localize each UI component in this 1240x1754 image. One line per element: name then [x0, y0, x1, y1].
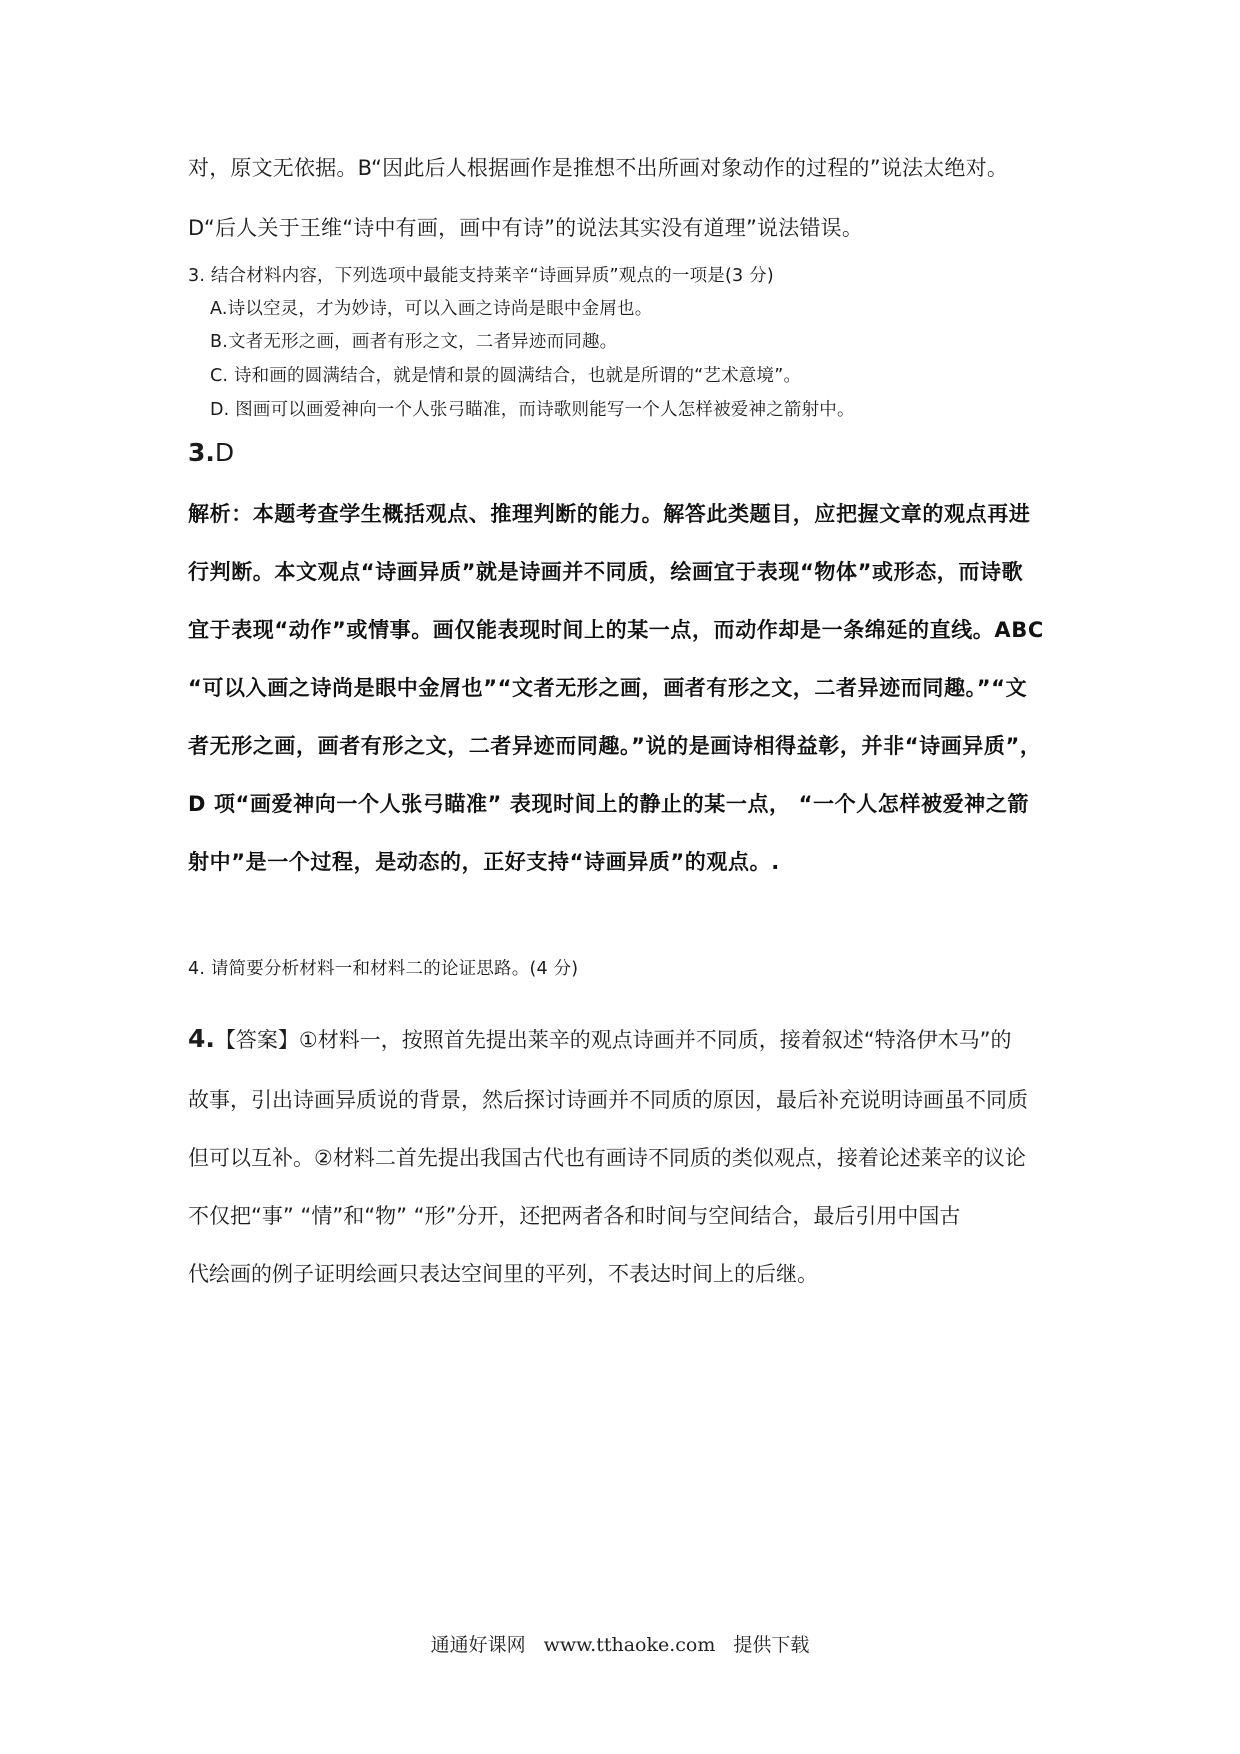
analysis-line-7: 射中”是一个过程，是动态的，正好支持“诗画异质”的观点。. — [188, 850, 780, 874]
prev-answer-line-2: D“后人关于王维“诗中有画，画中有诗”的说法其实没有道理”说法错误。 — [188, 216, 864, 240]
answer-3-number: 3. — [188, 438, 215, 467]
question-3-option-a: A.诗以空灵，才为妙诗，可以入画之诗尚是眼中金屑也。 — [210, 299, 653, 319]
question-3-option-b: B.文者无形之画，画者有形之文，二者异迹而同趣。 — [210, 332, 618, 352]
answer-4-number: 4. — [188, 1024, 215, 1053]
analysis-line-1: 解析：本题考查学生概括观点、推理判断的能力。解答此类题目，应把握文章的观点再进 — [188, 502, 1031, 526]
answer-4-first-text: 【答案】①材料一，按照首先提出莱辛的观点诗画并不同质，接着叙述“特洛伊木马”的 — [214, 1028, 1012, 1052]
prev-answer-line-1: 对，原文无依据。B“因此后人根据画作是推想不出所画对象动作的过程的”说法太绝对。 — [188, 156, 1009, 180]
analysis-line-5: 者无形之画，画者有形之文，二者异迹而同趣。”说的是画诗相得益彰，并非“诗画异质”， — [188, 734, 1042, 758]
footer-site-name: 通通好课网 — [430, 1634, 526, 1656]
answer-4-line-1 — [188, 1024, 1012, 1054]
analysis-line-4: “可以入画之诗尚是眼中金屑也”“文者无形之画，画者有形之文，二者异迹而同趣。”“文 — [188, 676, 1028, 700]
question-4: 4. 请简要分析材料一和材料二的论证思路。(4 分) — [188, 959, 579, 979]
question-3-answer — [188, 438, 234, 467]
page-footer — [0, 1630, 1240, 1657]
answer-4-line-3: 但可以互补。②材料二首先提出我国古代也有画诗不同质的类似观点，接着论述莱辛的议论 — [188, 1146, 1026, 1170]
footer-suffix: 提供下载 — [733, 1634, 810, 1656]
answer-3-letter: D — [214, 438, 235, 467]
analysis-line-2: 行判断。本文观点“诗画异质”就是诗画并不同质，绘画宜于表现“物体”或形态，而诗歌 — [188, 560, 1024, 584]
question-3: 3. 结合材料内容，下列选项中最能支持莱辛“诗画异质”观点的一项是(3 分) — [188, 266, 774, 286]
answer-4-line-5: 代绘画的例子证明绘画只表达空间里的平列，不表达时间上的后继。 — [188, 1262, 818, 1286]
answer-4-line-2: 故事，引出诗画异质说的背景，然后探讨诗画并不同质的原因，最后补充说明诗画虽不同质 — [188, 1088, 1028, 1112]
analysis-line-3: 宜于表现“动作”或情事。画仅能表现时间上的某一点，而动作却是一条绵延的直线。ABC — [188, 618, 1044, 642]
analysis-line-6: D 项“画爱神向一个人张弓瞄准” 表现时间上的静止的某一点， “一个人怎样被爱神之箭 — [188, 792, 1029, 816]
answer-4-line-4: 不仅把“事” “情”和“物” “形”分开，还把两者各和时间与空间结合，最后引用中国古 — [188, 1204, 961, 1228]
question-3-option-d: D. 图画可以画爱神向一个人张弓瞄准，而诗歌则能写一个人怎样被爱神之箭射中。 — [210, 400, 855, 420]
footer-url: www.tthaoke.com — [543, 1634, 716, 1656]
question-3-option-c: C. 诗和画的圆满结合，就是情和景的圆满结合，也就是所谓的“艺术意境”。 — [210, 366, 802, 386]
